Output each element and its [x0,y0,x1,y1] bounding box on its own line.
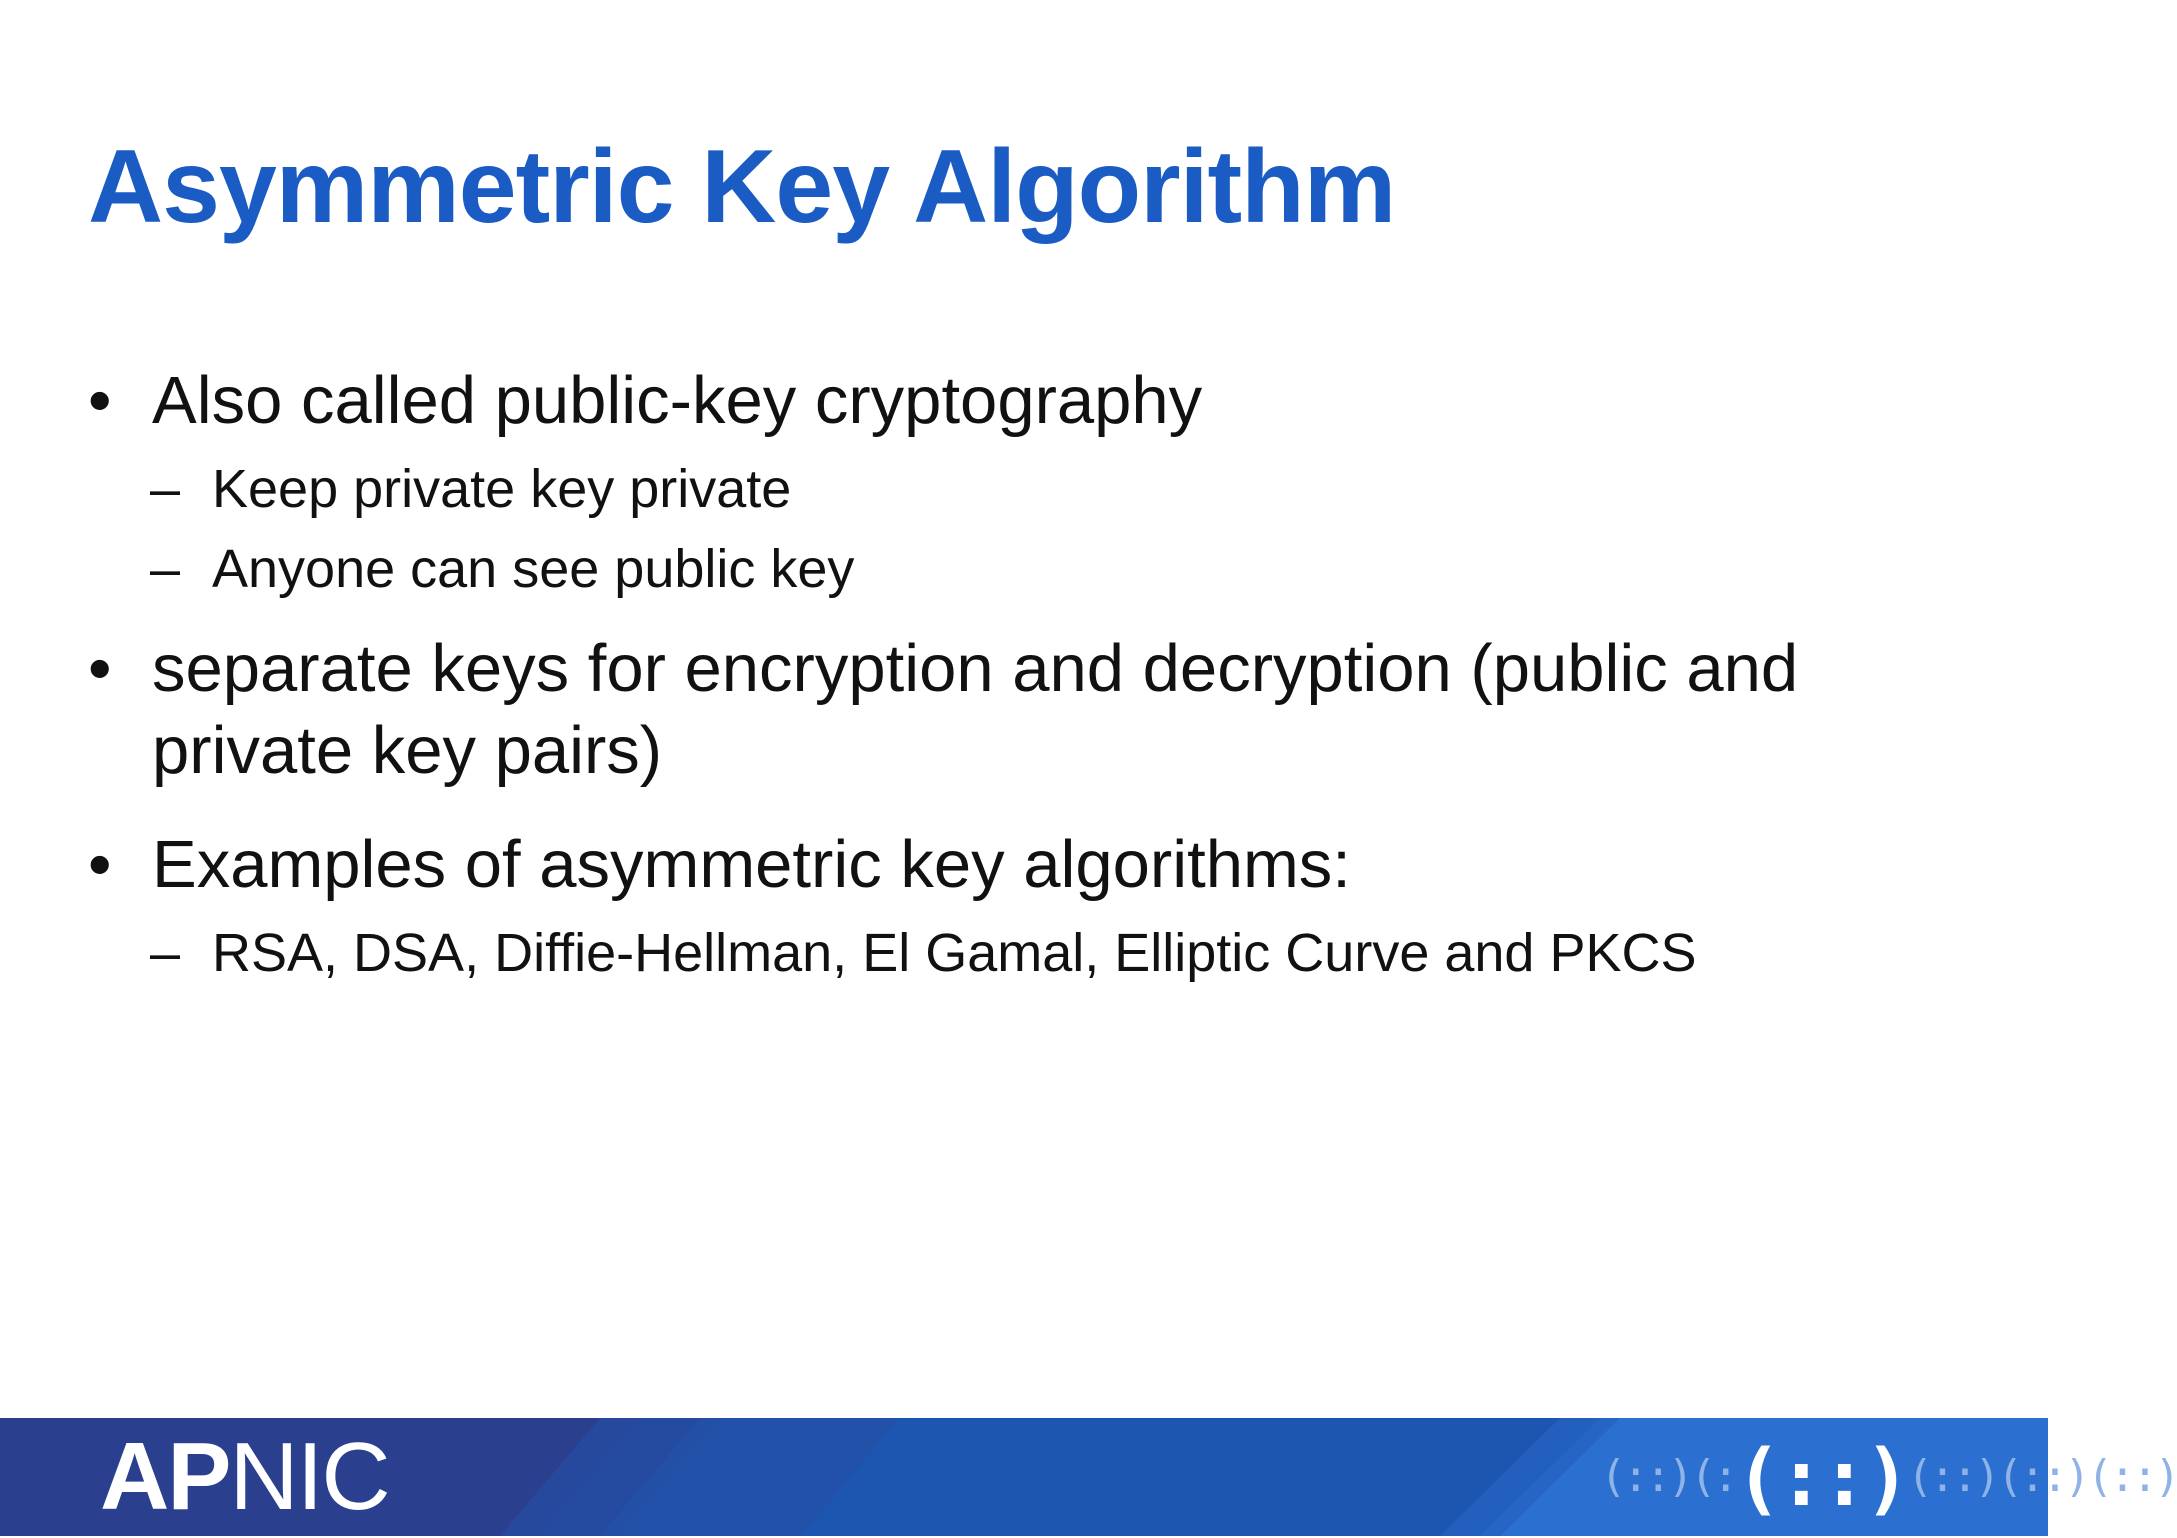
pattern-right: (::)(::)(::) [1906,1451,2177,1502]
bullet-mark: • [88,363,112,438]
sub-bullet-text: RSA, DSA, Diffie-Hellman, El Gamal, Elliptic Curve and PKCS [212,923,1697,983]
sub-bullet-mark: – [150,923,181,983]
sub-bullet-mark: – [150,539,181,599]
bullet-text: Also called public-key cryptography [152,363,1203,438]
bullet-text: separate keys for encryption and decryption (public and private key pairs) [152,631,1799,788]
sub-bullet-text: Anyone can see public key [212,539,855,599]
apnic-logo [100,1418,389,1536]
bullet-mark: • [88,827,112,902]
sub-bullet-item [88,456,1988,522]
bullet-text: Examples of asymmetric key algorithms: [152,827,1351,902]
slide-content [88,360,1988,986]
bullet-item [88,360,1988,442]
bullet-item [88,824,1988,906]
sub-bullet-item [88,920,1988,986]
sub-bullet-item [88,536,1988,602]
sub-bullet-mark: – [150,459,181,519]
slide-title: Asymmetric Key Algorithm [88,129,1396,245]
bullet-item [88,628,1988,792]
pattern-left: (::)(: [1600,1451,1735,1502]
logo-light-part: NIC [229,1423,389,1530]
logo-bold-part: AP [100,1423,230,1530]
pattern-center: (::) [1734,1434,1907,1524]
sub-bullet-text: Keep private key private [212,459,792,519]
bullet-mark: • [88,631,112,706]
apnic-pattern-icon [1600,1418,2177,1536]
